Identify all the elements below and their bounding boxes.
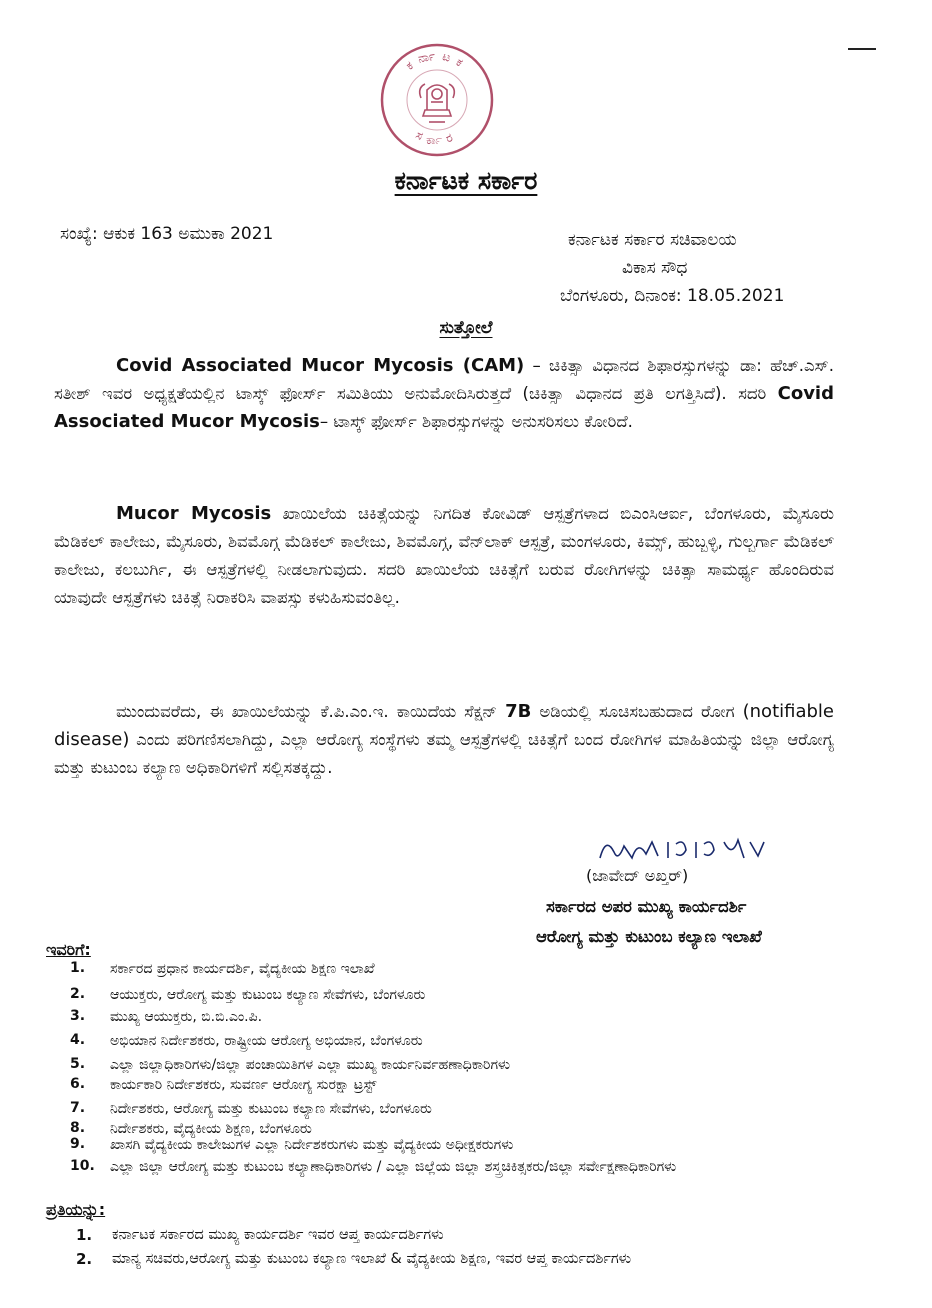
list-item [76,1226,836,1244]
item-number: 9. [70,1136,86,1152]
government-title: ಕರ್ನಾಟಕ ಸರ್ಕಾರ [394,166,538,195]
item-number: 2. [70,986,86,1002]
svg-text:ಸರ್ಕಾರ [414,128,461,147]
p2-text: ಖಾಯಿಲೆಯ ಚಿಕಿತ್ಸೆಯನ್ನು ನಿಗದಿತ ಕೋವಿಡ್ ಆಸ್ಪತ್ರೆಗಳಾದ ಬಿಎಂಸಿಆರ್ಐ, ಬೆಂಗಳೂರು, ಮೈಸೂರು ಮೆಡಿಕಲ್ ಕಾಲೇಜು, ಮೈಸೂರು, ಶಿವಮೊಗ್ಗ ಮೆಡಿಕಲ್ ಕಾಲೇಜು, ಶಿವಮೊಗ್ಗ, ವೆನ್‌ಲಾಕ್ ಆಸ್ಪತ್ರೆ, ಮಂಗಳೂರು, ಕಿಮ್ಸ್, ಹುಬ್ಬಳ್ಳಿ, ಗುಲ್ಬರ್ಗಾ ಮೆಡಿಕಲ್ ಕಾಲೇಜು, ಕಲಬುರ್ಗಿ, ಈ ಆಸ್ಪತ್ರೆಗಳಲ್ಲಿ ನೀಡಲಾಗುವುದು. ಸದರಿ ಖಾಯಿಲೆಯ ಚಿಕಿತ್ಸೆಗೆ ಬರುವ ರೋಗಿಗಳನ್ನು ಚಿಕಿತ್ಸಾ ಸಾಮರ್ಥ್ಯ ಹೊಂದಿರುವ ಯಾವುದೇ ಆಸ್ಪತ್ರೆಗಳು ಚಿಕಿತ್ಸೆ ನಿರಾಕರಿಸಿ ವಾಪಸ್ಸು ಕಳುಹಿಸುವಂತಿಲ್ಲ. [54,504,835,607]
circular-title: ಸುತ್ತೋಲೆ [439,318,493,338]
item-text: ನಿರ್ದೇಶಕರು, ಆರೋಗ್ಯ ಮತ್ತು ಕುಟುಂಬ ಕಲ್ಯಾಣ ಸೇವೆಗಳು, ಬೆಂಗಳೂರು [110,1101,432,1117]
office-line-1: ಕರ್ನಾಟಕ ಸರ್ಕಾರ ಸಚಿವಾಲಯ [568,230,737,250]
signatory-department: ಆರೋಗ್ಯ ಮತ್ತು ಕುಟುಂಬ ಕಲ್ಯಾಣ ಇಲಾಖೆ [536,927,762,946]
item-text: ಮುಖ್ಯ ಆಯುಕ್ತರು, ಬಿ.ಬಿ.ಎಂ.ಪಿ. [110,1009,263,1025]
term-section: 7B [505,701,532,722]
paragraph-1 [54,352,834,436]
item-text: ಎಲ್ಲಾ ಜಿಲ್ಲಾ ಆರೋಗ್ಯ ಮತ್ತು ಕುಟುಂಬ ಕಲ್ಯಾಣಾಧಿಕಾರಿಗಳು / ಎಲ್ಲಾ ಜಿಲ್ಲೆಯ ಜಿಲ್ಲಾ ಶಸ್ತ್ರಚಿಕಿತ್ಸಕರು/ಜಿಲ್ಲಾ ಸರ್ವೇಕ್ಷಣಾಧಿಕಾರಿಗಳು [110,1159,677,1175]
term-cam-2: Covid Associated Mucor Mycosis [54,383,834,432]
item-number: 5. [70,1056,86,1072]
item-text: ಮಾನ್ಯ ಸಚಿವರು,ಆರೋಗ್ಯ ಮತ್ತು ಕುಟುಂಬ ಕಲ್ಯಾಣ ಇಲಾಖೆ & ವೈದ್ಯಕೀಯ ಶಿಕ್ಷಣ, ಇವರ ಆಪ್ತ ಕಾರ್ಯದರ್ಶಿಗಳು [112,1251,632,1267]
reference-number: ಸಂಖ್ಯೆ: ಆಕುಕ 163 ಅಮುಕಾ 2021 [60,224,274,244]
p1-text-b: – ಟಾಸ್ಕ್ ಫೋರ್ಸ್ ಶಿಫಾರಸ್ಸುಗಳನ್ನು ಅನುಸರಿಸಲು ಕೋರಿದೆ. [319,412,633,431]
government-seal [379,42,495,158]
list-item [70,1076,850,1094]
emblem-icon [420,84,455,122]
seal-top-text: ಕರ್ನಾಟಕ [403,47,471,73]
item-number: 2. [76,1250,93,1268]
item-text: ಆಯುಕ್ತರು, ಆರೋಗ್ಯ ಮತ್ತು ಕುಟುಂಬ ಕಲ್ಯಾಣ ಸೇವೆಗಳು, ಬೆಂಗಳೂರು [110,987,426,1003]
item-number: 3. [70,1008,86,1024]
item-text: ಖಾಸಗಿ ವೈದ್ಯಕೀಯ ಕಾಲೇಜುಗಳ ಎಲ್ಲಾ ನಿರ್ದೇಶಕರುಗಳು ಮತ್ತು ವೈದ್ಯಕೀಯ ಅಧೀಕ್ಷಕರುಗಳು [110,1137,514,1153]
signatory-title [536,892,762,952]
p3-text-b: ಅಡಿಯಲ್ಲಿ ಸೂಚಿಸಬಹುದಾದ ರೋಗ [531,702,743,721]
list-item [70,1008,850,1026]
corner-mark [848,48,876,50]
list-item [70,960,850,978]
signatory-name: (ಜಾವೇದ್ ಅಖ್ತರ್) [586,866,689,885]
recipients-heading: ಇವರಿಗೆ: [46,940,91,959]
item-text: ಅಭಿಯಾನ ನಿರ್ದೇಶಕರು, ರಾಷ್ಟ್ರೀಯ ಆರೋಗ್ಯ ಅಭಿಯಾನ, ಬೆಂಗಳೂರು [110,1033,423,1049]
office-line-2: ವಿಕಾಸ ಸೌಧ [622,258,688,278]
item-text: ನಿರ್ದೇಶಕರು, ವೈದ್ಯಕೀಯ ಶಿಕ್ಷಣ, ಬೆಂಗಳೂರು [110,1121,312,1137]
item-number: 10. [70,1158,95,1174]
office-address [560,226,784,310]
term-cam: Covid Associated Mucor Mycosis (CAM) [116,355,525,376]
seal-bottom-text: ಸರ್ಕಾರ [413,127,461,147]
item-number: 7. [70,1100,86,1116]
item-text: ಸರ್ಕಾರದ ಪ್ರಧಾನ ಕಾರ್ಯದರ್ಶಿ, ವೈದ್ಯಕೀಯ ಶಿಕ್ಷಣ ಇಲಾಖೆ [110,961,375,977]
p1-text-a: – ಚಿಕಿತ್ಸಾ ವಿಧಾನದ ಶಿಫಾರಸ್ಸುಗಳನ್ನು ಡಾ: ಹೆಚ್.ಎಸ್. ಸತೀಶ್ ಇವರ ಅಧ್ಯಕ್ಷತೆಯಲ್ಲಿನ ಟಾಸ್ಕ್ ಫೋರ್ಸ್ ಸಮಿತಿಯು ಅನುಮೋದಿಸಿರುತ್ತದೆ (ಚಿಕಿತ್ಸಾ ವಿಧಾನದ ಪ್ರತಿ ಲಗತ್ತಿಸಿದೆ). ಸದರಿ [54,356,834,403]
list-item [76,1250,836,1268]
list-item [70,1032,850,1050]
item-number: 8. [70,1120,86,1136]
item-number: 6. [70,1076,86,1092]
list-item [70,1136,850,1154]
signatory-designation: ಸರ್ಕಾರದ ಅಪರ ಮುಖ್ಯ ಕಾರ್ಯದರ್ಶಿ [546,897,747,916]
item-text: ಕಾರ್ಯಕಾರಿ ನಿರ್ದೇಶಕರು, ಸುವರ್ಣ ಆರೋಗ್ಯ ಸುರಕ್ಷಾ ಟ್ರಸ್ಟ್ [110,1077,377,1093]
term-mucor: Mucor Mycosis [116,503,272,524]
office-date: ಬೆಂಗಳೂರು, ದಿನಾಂಕ: 18.05.2021 [560,286,785,306]
item-number: 4. [70,1032,86,1048]
item-text: ಎಲ್ಲಾ ಜಿಲ್ಲಾಧಿಕಾರಿಗಳು/ಜಿಲ್ಲಾ ಪಂಚಾಯಿತಿಗಳ ಎಲ್ಲಾ ಮುಖ್ಯ ಕಾರ್ಯನಿರ್ವಹಣಾಧಿಕಾರಿಗಳು [110,1057,511,1073]
term-notifiable: (notifiable disease) [54,701,834,750]
paragraph-2 [54,500,834,612]
item-number: 1. [70,960,86,976]
item-text: ಕರ್ನಾಟಕ ಸರ್ಕಾರದ ಮುಖ್ಯ ಕಾರ್ಯದರ್ಶಿ ಇವರ ಆಪ್ತ ಕಾರ್ಯದರ್ಶಿಗಳು [112,1227,444,1243]
copies-heading: ಪ್ರತಿಯನ್ನು: [46,1200,106,1219]
list-item [70,986,850,1004]
item-number: 1. [76,1226,93,1244]
paragraph-3 [54,698,834,782]
list-item [70,1056,850,1074]
p3-text-c: ಎಂದು ಪರಿಗಣಿಸಲಾಗಿದ್ದು, ಎಲ್ಲಾ ಆರೋಗ್ಯ ಸಂಸ್ಥೆಗಳು ತಮ್ಮ ಆಸ್ಪತ್ರೆಗಳಲ್ಲಿ ಚಿಕಿತ್ಸೆಗೆ ಬಂದ ರೋಗಿಗಳ ಮಾಹಿತಿಯನ್ನು ಜಿಲ್ಲಾ ಆರೋಗ್ಯ ಮತ್ತು ಕುಟುಂಬ ಕಲ್ಯಾಣ ಅಧಿಕಾರಿಗಳಿಗೆ ಸಲ್ಲಿಸತಕ್ಕದ್ದು. [54,730,834,777]
list-item [70,1100,850,1118]
p3-text-a: ಮುಂದುವರೆದು, ಈ ಖಾಯಿಲೆಯನ್ನು ಕೆ.ಪಿ.ಎಂ.ಇ. ಕಾಯಿದೆಯ ಸೆಕ್ಷನ್ [116,702,506,721]
list-item [70,1158,850,1176]
